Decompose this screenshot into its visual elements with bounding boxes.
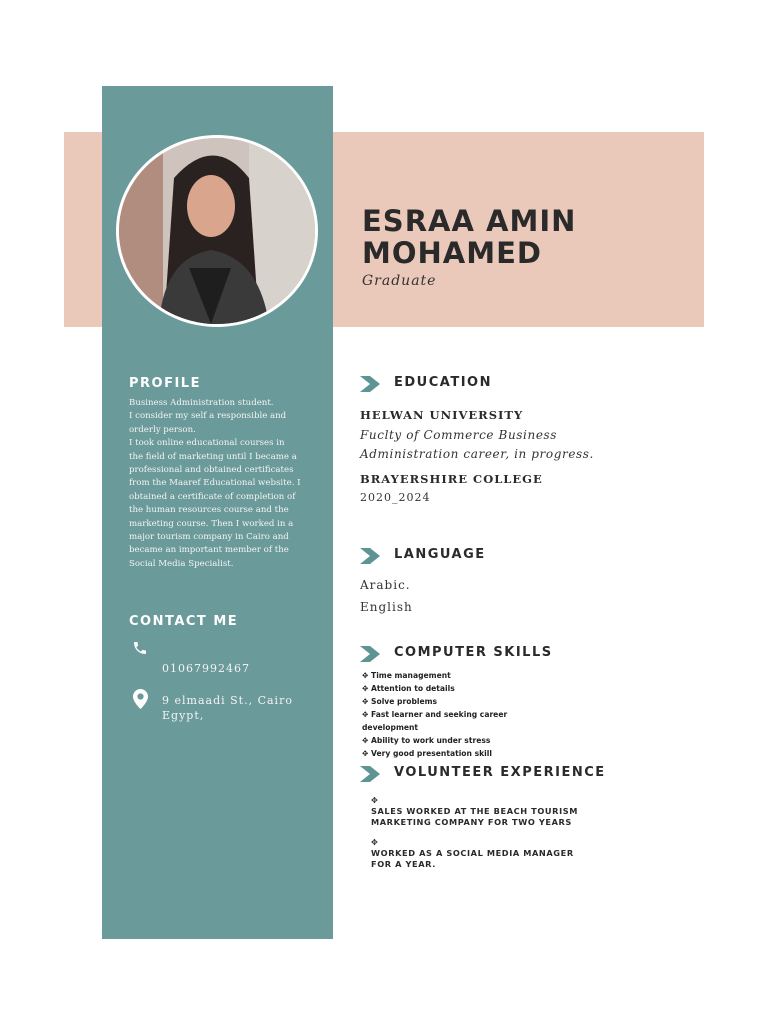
profile-line: obtained a certificate of completion of [129, 491, 296, 502]
profile-line: professional and obtained certificates [129, 465, 294, 476]
volunteer-heading: VOLUNTEER EXPERIENCE [394, 765, 606, 780]
bullet-icon: ✥ [362, 697, 372, 706]
list-item: ✥ Time management [362, 671, 451, 680]
chevron-right-icon [360, 766, 382, 786]
list-item: development [362, 723, 419, 732]
volunteer-line: ✥ SALES WORKED AT THE BEACH TOURISM [371, 795, 611, 817]
name-line-2: MOHAMED [362, 236, 542, 270]
phone-number: 01067992467 [162, 662, 250, 675]
profile-line: became an important member of the [129, 545, 289, 556]
volunteer-item [371, 826, 611, 870]
profile-line: Social Media Specialist. [129, 558, 234, 569]
school-name: BRAYERSHIRE COLLEGE [360, 472, 543, 486]
bullet-icon: ✥ [371, 795, 379, 805]
profile-line: Business Administration student. [129, 398, 274, 408]
profile-line: major tourism company in Cairo and [129, 532, 289, 543]
profile-line: I took online educational courses in [129, 438, 285, 449]
bullet-icon: ✥ [362, 736, 372, 745]
language-item: Arabic. [360, 578, 411, 592]
contact-heading: CONTACT ME [129, 614, 239, 629]
location-pin-icon [133, 689, 148, 713]
profile-heading: PROFILE [129, 376, 201, 391]
volunteer-item [371, 795, 611, 828]
chevron-right-icon [360, 646, 382, 666]
candidate-name [362, 205, 682, 269]
school-description [360, 426, 660, 464]
language-heading: LANGUAGE [394, 547, 486, 562]
school-years: 2020_2024 [360, 491, 431, 504]
volunteer-line: MARKETING COMPANY FOR TWO YEARS [371, 817, 572, 827]
chevron-right-icon [360, 376, 382, 396]
profile-line: from the Maaref Educational website. I [129, 478, 301, 489]
computer-skills-heading: COMPUTER SKILLS [394, 645, 553, 660]
bullet-icon: ✥ [362, 671, 372, 680]
chevron-right-icon [360, 548, 382, 568]
volunteer-line: FOR A YEAR. [371, 859, 436, 869]
bullet-icon: ✥ [362, 749, 372, 758]
candidate-title: Graduate [362, 273, 437, 289]
list-item: ✥ Attention to details [362, 684, 455, 693]
address [162, 693, 293, 723]
bullet-icon: ✥ [362, 710, 372, 719]
list-item: ✥ Very good presentation skill [362, 749, 492, 758]
address-line-1: 9 elmaadi St., Cairo [162, 694, 293, 707]
education-heading: EDUCATION [394, 375, 492, 390]
skills-list [362, 669, 562, 760]
school-name: HELWAN UNIVERSITY [360, 408, 524, 422]
language-item: English [360, 600, 413, 614]
phone-icon [132, 640, 148, 660]
list-item: ✥ Ability to work under stress [362, 736, 491, 745]
address-line-2: Egypt, [162, 709, 205, 722]
bullet-icon: ✥ [371, 837, 379, 847]
list-item: ✥ Solve problems [362, 697, 438, 706]
profile-photo [116, 135, 318, 327]
profile-line: marketing course. Then I worked in a [129, 518, 294, 529]
profile-line: I consider my self a responsible and [129, 411, 287, 422]
school-description-line: Administration career, in progress. [360, 447, 594, 461]
bullet-icon: ✥ [362, 684, 372, 693]
list-item: ✥ Fast learner and seeking career [362, 710, 508, 719]
volunteer-line: ✥ WORKED AS A SOCIAL MEDIA MANAGER [371, 826, 611, 859]
profile-line: the field of marketing until I became a [129, 451, 297, 462]
profile-line: orderly person. [129, 424, 196, 435]
name-line-1: ESRAA AMIN [362, 204, 577, 238]
school-description-line: Fuclty of Commerce Business [360, 428, 558, 442]
profile-line: the human resources course and the [129, 505, 289, 516]
profile-text [129, 397, 317, 571]
